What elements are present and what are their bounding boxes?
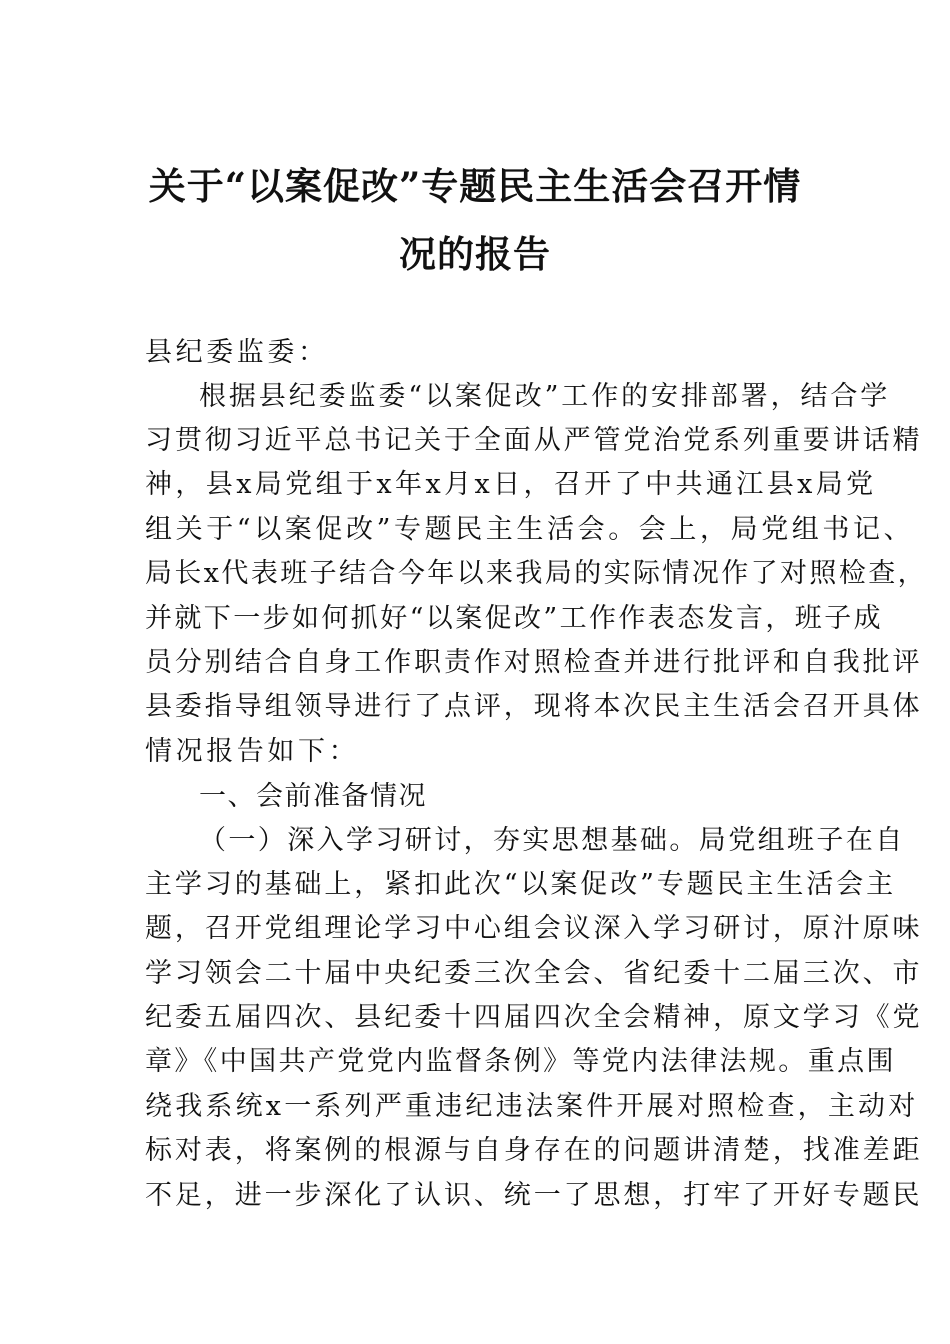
paragraph-1-line-3: 神，县x局党组于x年x月x日，召开了中共通江县x局党: [145, 469, 877, 500]
section-1-heading: 一、会前准备情况: [199, 781, 427, 812]
paragraph-2-line-6: 章》《中国共产党党内监督条例》等党内法律法规。重点围: [145, 1046, 896, 1077]
paragraph-2-line-2: 主学习的基础上，紧扣此次“以案促改”专题民主生活会主: [145, 869, 897, 900]
paragraph-2-line-1: （一）深入学习研讨，夯实思想基础。局党组班子在自: [199, 825, 905, 856]
paragraph-1-line-1: 根据县纪委监委“以案促改”工作的安排部署，结合学: [199, 381, 891, 412]
paragraph-2-line-7: 绕我系统x一系列严重违纪违法案件开展对照检查，主动对: [145, 1091, 919, 1122]
document-title-line-1: 关于“以案促改”专题民主生活会召开情: [148, 164, 802, 208]
paragraph-1-line-8: 县委指导组领导进行了点评，现将本次民主生活会召开具体: [145, 691, 923, 722]
paragraph-1-line-5: 局长x代表班子结合今年以来我局的实际情况作了对照检查，: [145, 558, 928, 589]
paragraph-2-line-5: 纪委五届四次、县纪委十四届四次全会精神，原文学习《党: [145, 1002, 923, 1033]
paragraph-1-line-9: 情况报告如下：: [145, 736, 360, 767]
paragraph-2-line-8: 标对表，将案例的根源与自身存在的问题讲清楚，找准差距: [145, 1135, 923, 1166]
paragraph-2-line-9: 不足，进一步深化了认识、统一了思想，打牢了开好专题民: [145, 1180, 923, 1211]
paragraph-1-line-4: 组关于“以案促改”专题民主生活会。会上，局党组书记、: [145, 514, 915, 545]
paragraph-1-line-6: 并就下一步如何抓好“以案促改”工作作表态发言，班子成: [145, 603, 884, 634]
document-title-line-2: 况的报告: [399, 232, 551, 276]
paragraph-1-line-7: 员分别结合自身工作职责作对照检查并进行批评和自我批评: [145, 647, 923, 678]
salutation: 县纪委监委：: [145, 337, 329, 368]
paragraph-2-line-3: 题，召开党组理论学习中心组会议深入学习研讨，原汁原味: [145, 913, 923, 944]
paragraph-2-line-4: 学习领会二十届中央纪委三次全会、省纪委十二届三次、市: [145, 958, 923, 989]
paragraph-1-line-2: 习贯彻习近平总书记关于全面从严管党治党系列重要讲话精: [145, 425, 923, 456]
